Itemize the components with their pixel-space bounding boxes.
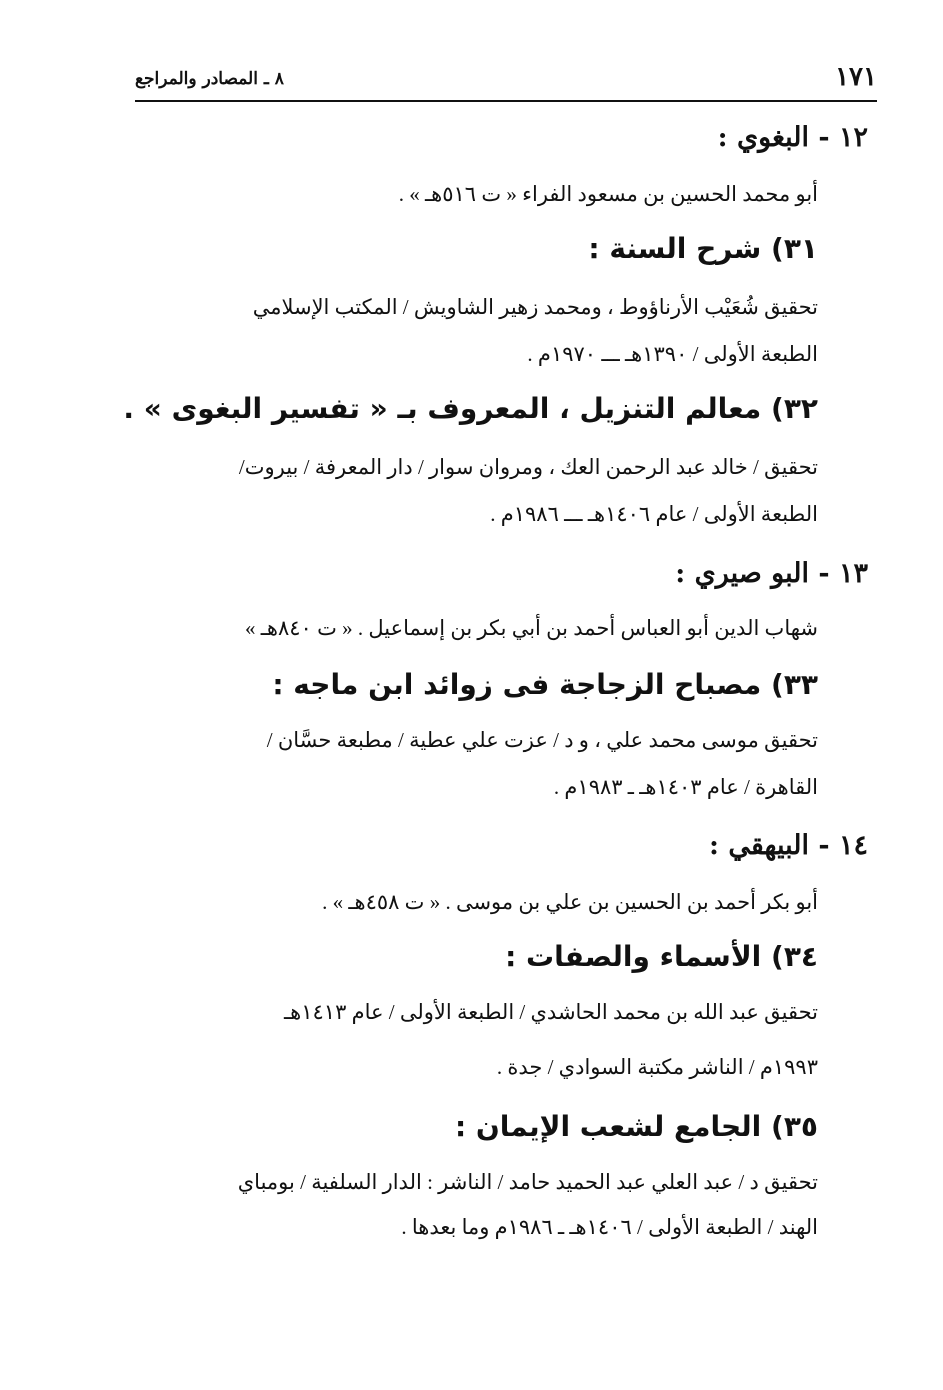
book-details-line: تحقيق د / عبد العلي عبد الحميد حامد / الناشر : الدار السلفية / بومباي	[237, 1170, 818, 1194]
running-title: ٨ ـ المصادر والمراجع	[135, 69, 284, 89]
author-heading: ١٢ - البغوي :	[717, 122, 868, 153]
author-name: شهاب الدين أبو العباس أحمد بن أبي بكر بن إسماعيل . « ت ٨٤٠هـ »	[245, 616, 818, 640]
book-title: ٣٣) مصباح الزجاجة فى زوائد ابن ماجه :	[272, 668, 818, 701]
author-name: أبو بكر أحمد بن الحسين بن علي بن موسى . « ت ٤٥٨هـ » .	[322, 890, 818, 914]
book-title: ٣٥) الجامع لشعب الإيمان :	[454, 1110, 818, 1143]
book-details-line: تحقيق / خالد عبد الرحمن العك ، ومروان سوار / دار المعرفة / بيروت/	[238, 455, 818, 479]
author-heading: ١٤ - البيهقي :	[708, 830, 868, 861]
book-title: ٣٤) الأسماء والصفات :	[505, 940, 818, 973]
book-details-line: تحقيق عبد الله بن محمد الحاشدي / الطبعة الأولى / عام ١٤١٣هـ	[284, 1000, 818, 1024]
author-heading: ١٣ - البو صيري :	[675, 558, 868, 589]
page-header	[135, 60, 877, 102]
book-details-line: الهند / الطبعة الأولى / ١٤٠٦هـ ـ ١٩٨٦م وما بعدها .	[401, 1215, 818, 1239]
book-details-line: القاهرة / عام ١٤٠٣هـ ـ ١٩٨٣م .	[553, 775, 818, 799]
book-details-line: الطبعة الأولى / ١٣٩٠هـ ـــ ١٩٧٠م .	[527, 342, 818, 366]
book-details-line: الطبعة الأولى / عام ١٤٠٦هـ ـــ ١٩٨٦م .	[490, 502, 818, 526]
book-title: ٣١) شرح السنة :	[588, 232, 818, 265]
book-details-line: ١٩٩٣م / الناشر مكتبة السوادي / جدة .	[496, 1055, 818, 1079]
author-name: أبو محمد الحسين بن مسعود الفراء « ت ٥١٦هـ » .	[398, 182, 818, 206]
page-number: ١٧١	[835, 62, 877, 92]
book-title: ٣٢) معالم التنزيل ، المعروف بـ « تفسير البغوى » .	[123, 392, 818, 425]
book-details-line: تحقيق شُعَيْب الأرناؤوط ، ومحمد زهير الشاويش / المكتب الإسلامي	[252, 295, 818, 319]
book-details-line: تحقيق موسى محمد علي ، و د / عزت علي عطية / مطبعة حسَّان /	[266, 728, 818, 752]
